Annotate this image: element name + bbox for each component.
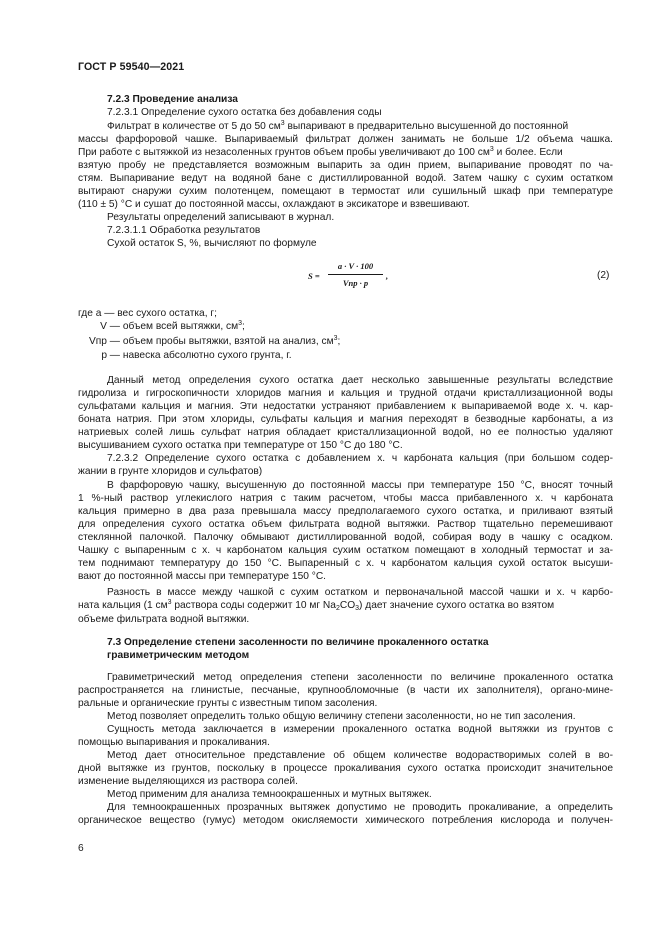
- formula-intro: Сухой остаток S, %, вычисляют по формуле: [107, 238, 317, 249]
- paragraph-line: Метод дает относительное представление об общем количестве водорастворимых солей в во-: [107, 750, 613, 761]
- paragraph-line: боната натрия. При этом хлориды, сульфаты кальция и магния переходят в безводные карбонаты, а из: [78, 414, 613, 425]
- paragraph-line: высушиванием сухого остатка при температуре от 150 °С до 180 °С.: [78, 440, 403, 451]
- subsection-7-2-3-1: 7.2.3.1 Определение сухого остатка без добавления соды: [107, 107, 382, 118]
- paragraph-line: массы фарфоровой чашке. Выпариваемый фильтрат должен занимать не больше 1/2 объема чашка.: [78, 134, 613, 145]
- paragraph-line: тем поднимают температуру до 150 °С. Выпаренный с х. ч карбонатом кальция сухой остаток высуши-: [78, 558, 613, 569]
- legend-item: Vпр — объем пробы вытяжки, взятой на анализ, $см^3$;: [89, 335, 341, 347]
- paragraph-line: вают до постоянной массы при температуре 150 °С.: [78, 571, 327, 582]
- paragraph-line: При работе с вытяжкой из незасоленных грунтов объем пробы увеличивают до 100 $см^3$ и более. Если: [78, 146, 563, 158]
- paragraph-line: ральные и органические грунты с известным типом засоления.: [78, 698, 378, 709]
- paragraph-line: органическое вещество (гумус) методом окисляемости химического потребления кислорода и получен-: [78, 815, 613, 826]
- section-heading-7-3: 7.3 Определение степени засоленности по величине прокаленного остатка: [107, 637, 489, 648]
- paragraph-line: стям. Выпаривание ведут на водяной бане с дистиллированной водой. Затем чашку с сухим остатком: [78, 173, 613, 184]
- paragraph-line: распространяется на глинистые, песчаные, крупнообломочные (в части их заполнителя), органо-мине-: [78, 685, 613, 696]
- legend-item: где a — вес сухого остатка, г;: [78, 308, 217, 319]
- formula-2: [308, 259, 428, 299]
- results-line: Результаты определений записывают в журнал.: [107, 212, 335, 223]
- paragraph-line: изменение выделяющихся из раствора солей.: [78, 776, 298, 787]
- paragraph-line: помощью выпаривания и прокаливания.: [78, 737, 270, 748]
- paragraph-line: Гравиметрический метод определения степени засоленности по величине прокаленного остатка: [107, 672, 613, 683]
- paragraph-line: натриевых солей лишь сульфат натрия обладает кристаллизационной водой, но ее полностью удаляют: [78, 427, 613, 438]
- paragraph-line: В фарфоровую чашку, высушенную до постоянной массы при температуре 150 °С, вносят точный: [107, 480, 613, 491]
- paragraph-line: Чашку с выпаренным с х. ч карбонатом кальция сухим остатком помещают в холодный термостат и за-: [78, 545, 613, 556]
- page-number: 6: [78, 843, 84, 854]
- subsection-7-2-3-2-cont: жании в грунте хлоридов и сульфатов): [78, 466, 263, 477]
- paragraph-line: Фильтрат в количестве от 5 до 50 $см^3$ выпаривают в предварительно высушенной до постоянной: [107, 120, 569, 132]
- paragraph-line: для определения сухого остатка объем фильтрата водной вытяжки. Раствор тщательно перемешивают: [78, 519, 613, 530]
- paragraph-line: Разность в массе между чашкой с сухим остатком и первоначальной массой чашки и х. ч карбо-: [107, 587, 613, 598]
- paragraph-line: 1 %-ный раствор углекислого натрия с таким расчетом, чтобы масса прибавленного х. ч карбоната: [78, 493, 613, 504]
- formula-numerator: a · V · 100: [337, 261, 374, 271]
- legend-item: p — навеска абсолютно сухого грунта, г.: [101, 350, 292, 361]
- legend-item: V — объем всей вытяжки, $см^3$;: [100, 320, 245, 332]
- formula-lhs: S =: [308, 271, 320, 281]
- subsection-7-2-3-2: 7.2.3.2 Определение сухого остатка с добавлением х. ч карбоната кальция (при большом содер-: [107, 453, 613, 464]
- paragraph-line: (110 ± 5) °С и сушат до постоянной массы, охлаждают в эксикаторе и взвешивают.: [78, 199, 470, 210]
- paragraph-line: кальция примерно в два раза превышала массу предполагаемого сухого остатка, и приливают взятый: [78, 506, 613, 517]
- paragraph-line: объеме фильтрата водной вытяжки.: [78, 614, 250, 625]
- paragraph-line: ната кальция (1 $см^3$ раствора соды содержит 10 мг $Na_2CO_3$) дает значение сухого остатка во взятом: [78, 599, 555, 612]
- paragraph-line: Данный метод определения сухого остатка дает несколько завышенные результаты вследствие: [107, 375, 613, 386]
- paragraph-line: Метод применим для анализа темноокрашенных и мутных вытяжек.: [107, 789, 432, 800]
- section-heading-7-3-cont: гравиметрическим методом: [107, 650, 250, 661]
- paragraph-line: Для темноокрашенных прозрачных вытяжек допустимо не проводить прокаливание, а определить: [107, 802, 613, 813]
- paragraph-line: гидролиза и гигроскопичности хлоридов магния и кальция и трудной отдачи кристаллизационной воды: [78, 388, 613, 399]
- paragraph-line: дной вытяжке из грунтов, поскольку в процессе прокаливания сухого остатка происходит значительное: [78, 763, 613, 774]
- standard-header: ГОСТ Р 59540—2021: [78, 61, 185, 73]
- paragraph-line: стеклянной палочкой. Палочку обмывают дистиллированной водой, собирая воду в чашку с осадком.: [78, 532, 613, 543]
- paragraph-line: Сущность метода заключается в измерении прокаленного остатка водной вытяжки из грунтов с: [107, 724, 613, 735]
- paragraph-line: взятую пробу не представляется возможным выпарить за один прием, выпаривание проводят по ча-: [78, 160, 613, 171]
- paragraph-line: вытирают снаружи сухим полотенцем, помещают в термостат или сушильный шкаф при температуре: [78, 186, 613, 197]
- paragraph-line: сульфатами кальция и магния. Эти недостатки устраняют прибавлением к выпариваемой воде х. ч. кар-: [78, 401, 613, 412]
- formula-tail: ,: [386, 271, 389, 281]
- subsection-7-2-3-1-1: 7.2.3.1.1 Обработка результатов: [107, 225, 261, 236]
- formula-number: (2): [597, 270, 610, 281]
- paragraph-line: Метод позволяет определить только общую величину степени засоленности, но не тип засоления.: [107, 711, 576, 722]
- formula-denominator: Vпр · p: [342, 278, 369, 288]
- section-heading-7-2-3: 7.2.3 Проведение анализа: [107, 94, 238, 105]
- fraction-bar: [328, 274, 383, 275]
